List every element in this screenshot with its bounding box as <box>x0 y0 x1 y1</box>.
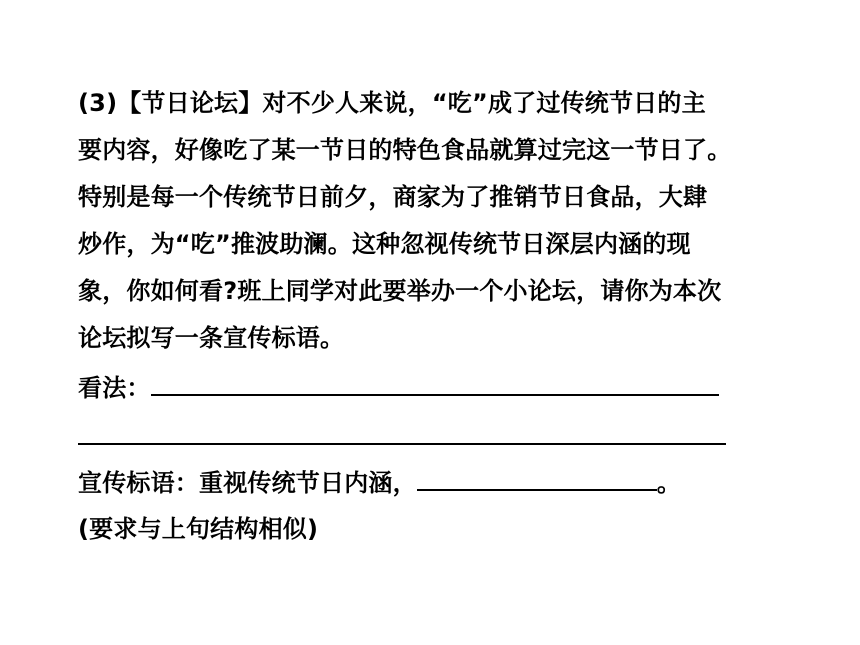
question-text-line-4: 炒作，为“吃”推波助澜。这种忽视传统节日深层内涵的现 <box>78 230 691 258</box>
question-text-line-2: 要内容，好像吃了某一节日的特色食品就算过完这一节日了。 <box>78 136 732 164</box>
slogan-label: 宣传标语：重视传统节日内涵， <box>78 469 417 497</box>
opinion-label: 看法： <box>78 374 151 402</box>
slogan-end-mark: 。 <box>656 469 682 497</box>
question-text-line-3: 特别是每一个传统节日前夕，商家为了推销节日食品，大肆 <box>78 183 708 211</box>
opinion-answer-blank[interactable] <box>151 372 719 396</box>
question-text-line-1: (3)【节日论坛】对不少人来说，“吃”成了过传统节日的主 <box>78 89 706 117</box>
slogan-answer-blank[interactable] <box>417 467 657 491</box>
question-text-line-5: 象，你如何看?班上同学对此要举办一个小论坛，请你为本次 <box>78 277 722 305</box>
question-text-line-6: 论坛拟写一条宣传标语。 <box>78 324 345 352</box>
opinion-answer-blank-2[interactable] <box>78 443 726 445</box>
opinion-row <box>78 372 719 403</box>
slogan-row <box>78 467 681 498</box>
requirement-note: (要求与上句结构相似) <box>78 515 319 543</box>
